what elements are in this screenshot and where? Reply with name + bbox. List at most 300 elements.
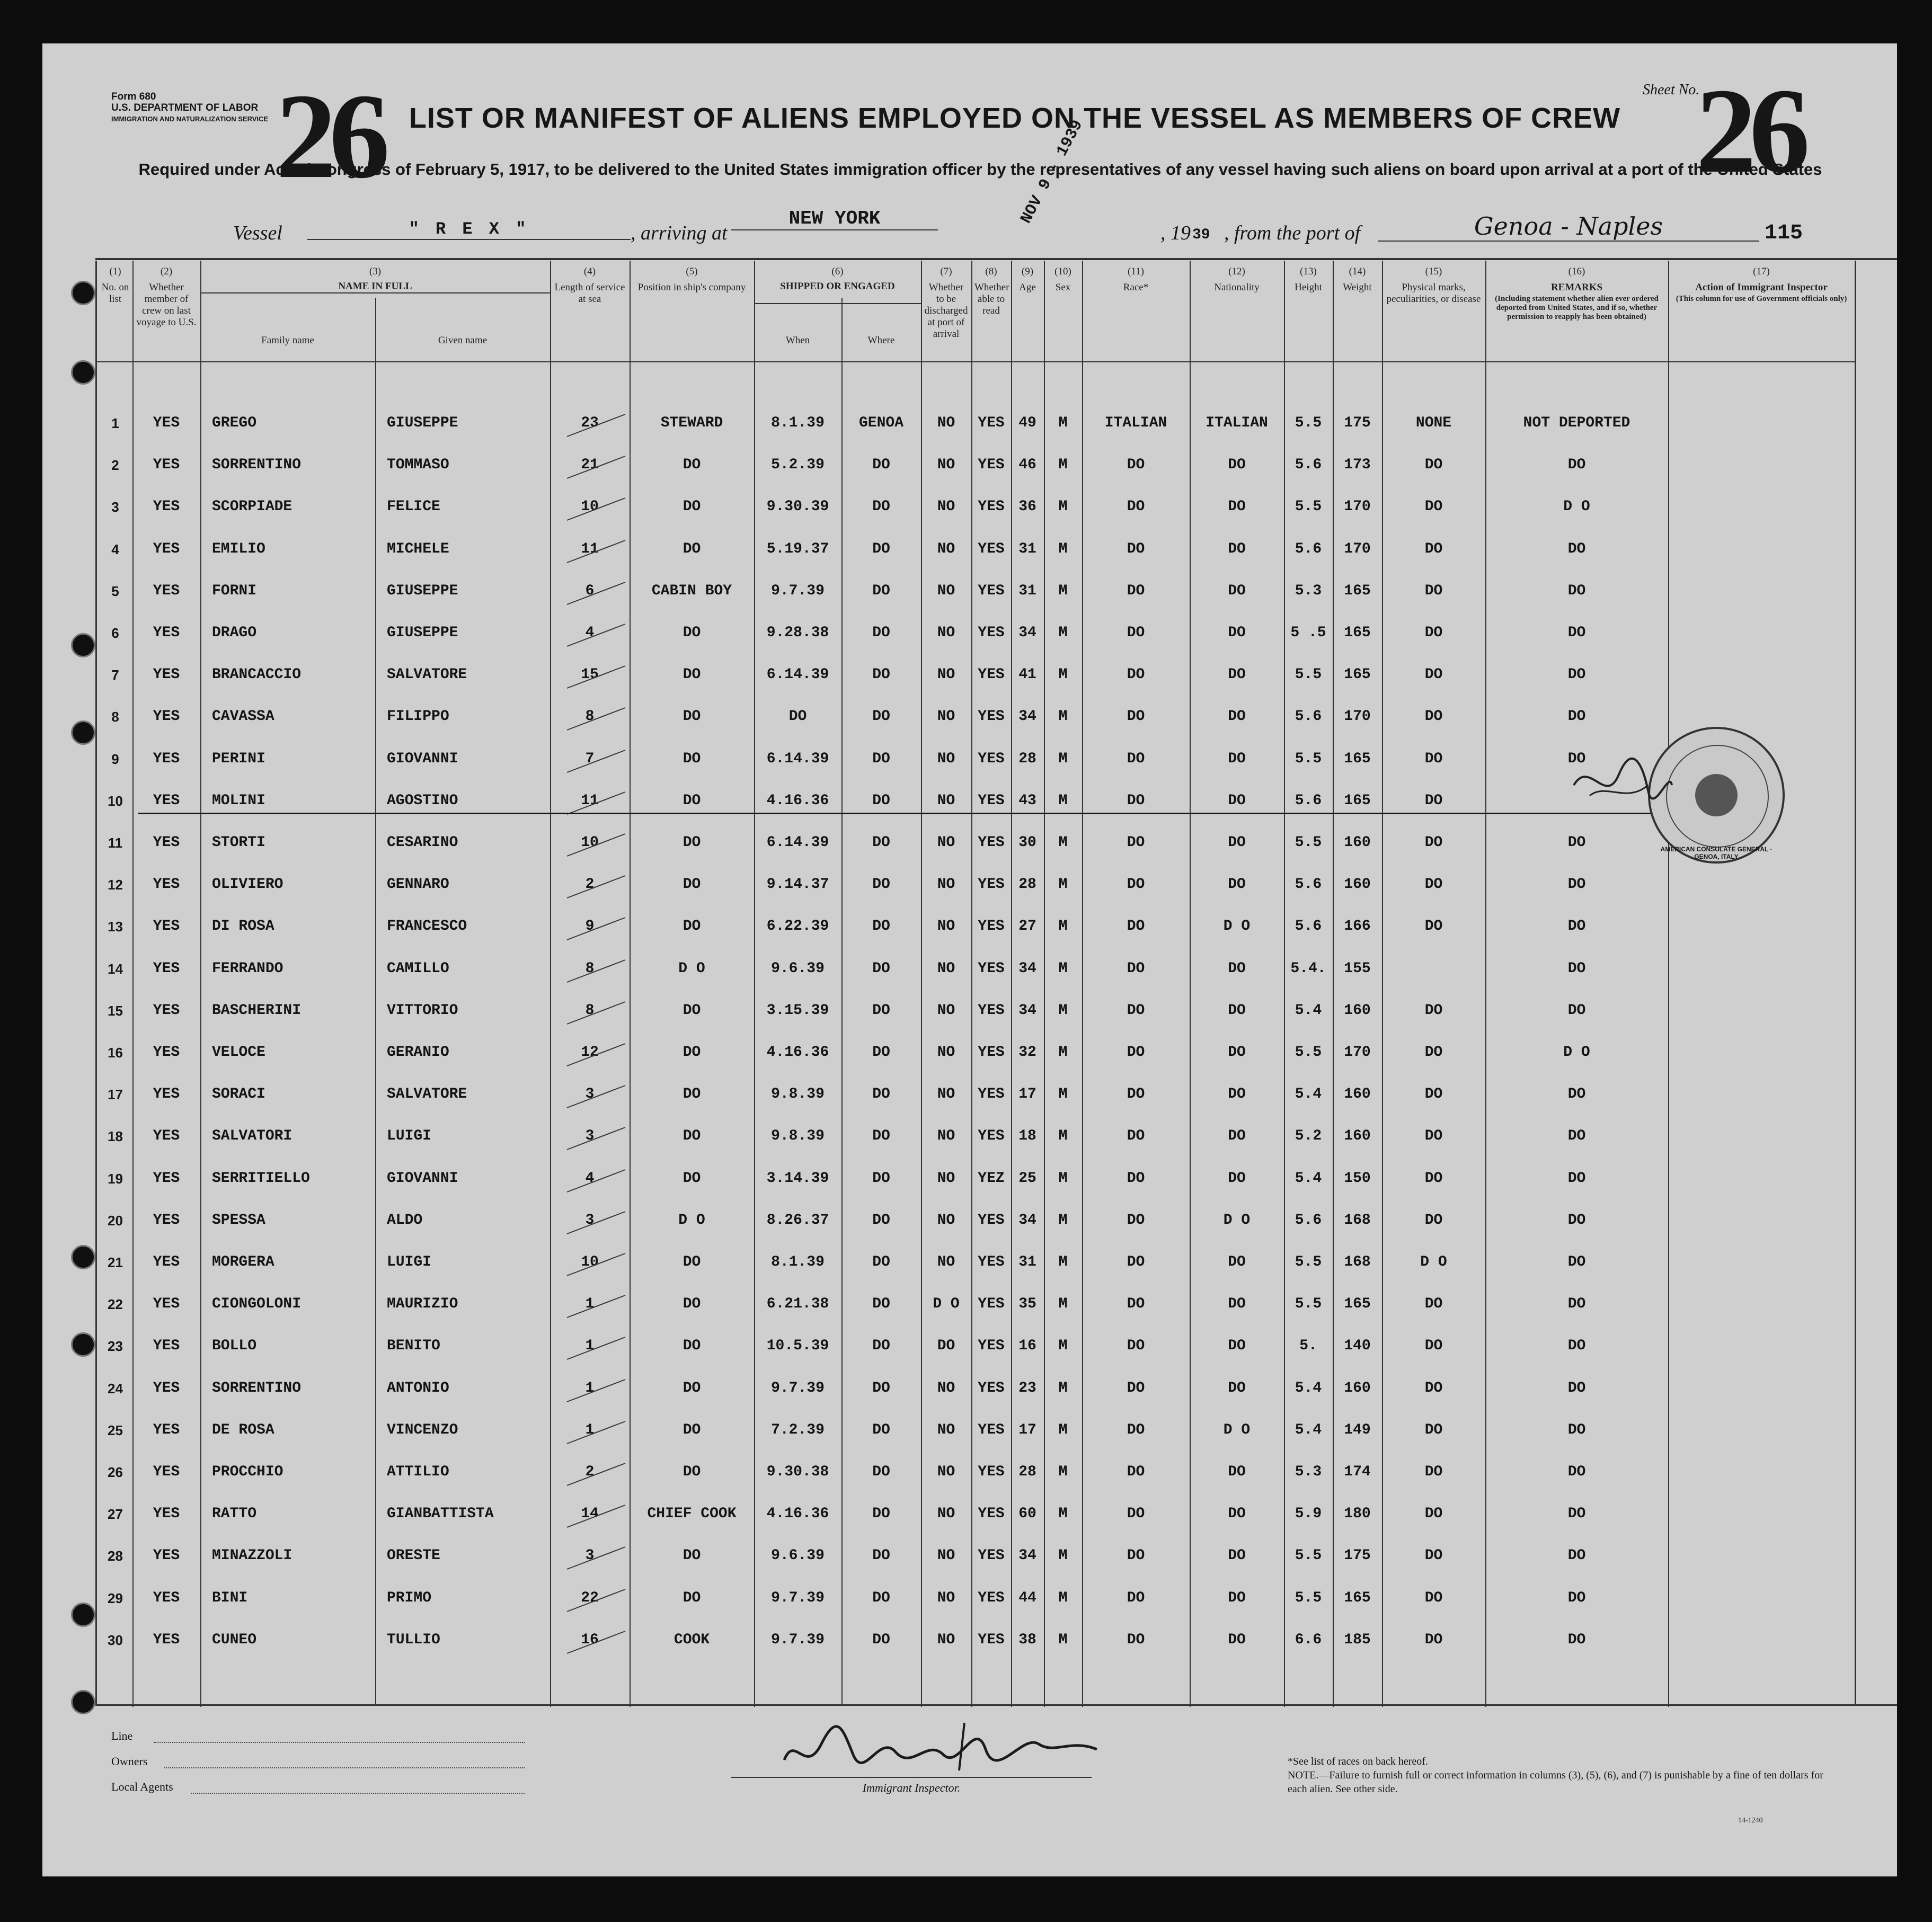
cell-remarks: DO [1567, 1631, 1586, 1648]
manifest-sheet [42, 43, 1897, 1876]
cell-remarks: DO [1567, 1464, 1586, 1480]
cell-disch: NO [937, 666, 955, 683]
cell-disch: NO [937, 750, 955, 767]
cell-nat: DO [1228, 1464, 1246, 1480]
sheet-no-label: Sheet No. [1643, 82, 1700, 98]
cell-position: DO [683, 1002, 701, 1019]
column-sublabel: Family name [261, 335, 314, 346]
cell-position: DO [683, 1338, 701, 1355]
cell-prev: YES [153, 1464, 180, 1480]
cell-weight: 185 [1344, 1631, 1371, 1648]
cell-no: 27 [108, 1506, 123, 1523]
sheet-number-left: 26 [276, 68, 383, 203]
cell-service: 1 [585, 1296, 595, 1313]
cell-sex: M [1058, 1338, 1068, 1355]
cell-when: 9.7.39 [771, 1589, 825, 1606]
cell-position: DO [683, 876, 701, 893]
cell-height: 5.5 [1295, 1589, 1322, 1606]
column-label: Whether to be discharged at port of arrival [924, 282, 968, 340]
cell-marks: DO [1424, 876, 1443, 893]
cell-position: CABIN BOY [651, 582, 732, 599]
column-divider [1333, 261, 1334, 1707]
line-label: Line [111, 1729, 133, 1742]
cell-marks: DO [1424, 1631, 1443, 1648]
cell-nat: DO [1228, 1506, 1246, 1523]
cell-race: DO [1127, 1086, 1145, 1103]
cell-family: BASCHERINI [212, 1002, 302, 1019]
column-sublabel: Where [867, 335, 895, 346]
cell-where: DO [872, 499, 890, 515]
check-tick [562, 1585, 631, 1617]
cell-family: EMILIO [212, 540, 265, 557]
cell-no: 14 [108, 960, 123, 977]
cell-no: 21 [108, 1254, 123, 1270]
cell-prev: YES [153, 1296, 180, 1313]
cell-weight: 170 [1344, 540, 1371, 557]
cell-prev: YES [153, 1589, 180, 1606]
service-name: IMMIGRATION AND NATURALIZATION SERVICE [111, 115, 269, 123]
cell-marks: DO [1424, 625, 1443, 641]
cell-no: 10 [108, 793, 123, 809]
cell-where: DO [872, 1254, 890, 1270]
cell-given: GIUSEPPE [387, 582, 458, 599]
cell-read: YES [978, 1421, 1005, 1438]
cell-nat: DO [1228, 792, 1246, 809]
cell-remarks: DO [1567, 457, 1586, 474]
check-tick [562, 1039, 631, 1071]
cell-nat: DO [1228, 960, 1246, 977]
subcolumn-divider [375, 298, 376, 1706]
cell-nat: DO [1228, 457, 1246, 474]
cell-given: ATTILIO [387, 1464, 449, 1480]
cell-nat: DO [1228, 1589, 1246, 1606]
cell-age: 36 [1018, 499, 1036, 515]
check-tick [562, 913, 631, 945]
cell-position: COOK [673, 1631, 710, 1648]
cell-no: 26 [108, 1464, 123, 1480]
cell-when: 6.21.38 [766, 1296, 829, 1313]
cell-family: SORRENTINO [212, 1380, 302, 1396]
cell-when: 5.2.39 [771, 457, 825, 474]
cell-race: DO [1127, 1212, 1145, 1229]
cell-sex: M [1058, 1506, 1068, 1523]
column-number: (4) [583, 266, 596, 277]
cell-weight: 170 [1344, 499, 1371, 515]
cell-no: 11 [108, 835, 123, 851]
column-number: (2) [160, 266, 173, 277]
cell-nat: DO [1228, 1044, 1246, 1061]
check-tick [562, 410, 631, 442]
cell-weight: 140 [1344, 1338, 1371, 1355]
cell-remarks: DO [1567, 1212, 1586, 1229]
cell-no: 20 [108, 1212, 123, 1229]
cell-position: STEWARD [660, 415, 723, 431]
column-number: (11) [1128, 266, 1144, 277]
cell-disch: NO [937, 708, 955, 725]
cell-where: DO [872, 1170, 890, 1187]
cell-given: GIUSEPPE [387, 415, 458, 431]
cell-no: 22 [108, 1296, 123, 1313]
cell-where: DO [872, 582, 890, 599]
cell-given: MAURIZIO [387, 1296, 458, 1313]
cell-read: YES [978, 1254, 1005, 1270]
cell-disch: NO [937, 792, 955, 809]
cell-position: DO [683, 499, 701, 515]
cell-sex: M [1058, 582, 1068, 599]
cell-disch: NO [937, 540, 955, 557]
cell-race: DO [1127, 1170, 1145, 1187]
cell-where: DO [872, 1631, 890, 1648]
cell-height: 5.5 [1295, 1044, 1322, 1061]
cell-position: DO [683, 1296, 701, 1313]
cell-prev: YES [153, 960, 180, 977]
cell-marks: DO [1424, 582, 1443, 599]
cell-read: YES [978, 625, 1005, 641]
cell-weight: 160 [1344, 1002, 1371, 1019]
cell-service: 3 [585, 1128, 595, 1145]
seal-text: AMERICAN CONSULATE GENERAL · GENOA, ITALY [1660, 846, 1773, 860]
cell-age: 28 [1018, 750, 1036, 767]
cell-weight: 165 [1344, 582, 1371, 599]
cell-no: 28 [108, 1548, 123, 1564]
cell-race: DO [1127, 1380, 1145, 1396]
cell-nat: ITALIAN [1206, 415, 1268, 431]
column-number: (3) [369, 266, 382, 277]
cell-remarks: DO [1567, 1128, 1586, 1145]
cell-race: DO [1127, 1128, 1145, 1145]
cell-marks: DO [1424, 499, 1443, 515]
check-tick [562, 1501, 631, 1533]
cell-disch: NO [937, 1170, 955, 1187]
cell-weight: 155 [1344, 960, 1371, 977]
cell-given: SALVATORE [387, 666, 467, 683]
cell-read: YES [978, 918, 1005, 935]
check-tick [562, 830, 631, 861]
cell-weight: 165 [1344, 1589, 1371, 1606]
cell-when: 9.7.39 [771, 1631, 825, 1648]
cell-no: 2 [111, 457, 119, 474]
cell-weight: 150 [1344, 1170, 1371, 1187]
column-label: SHIPPED OR ENGAGED [780, 281, 895, 292]
cell-position: DO [683, 750, 701, 767]
cell-marks: DO [1424, 1044, 1443, 1061]
cell-read: YES [978, 792, 1005, 809]
form-code: 14-1240 [1738, 1817, 1763, 1825]
cell-nat: D O [1223, 1212, 1251, 1229]
cell-service: 11 [581, 540, 599, 557]
cell-when: 4.16.36 [766, 1506, 829, 1523]
cell-given: AGOSTINO [387, 792, 458, 809]
cell-no: 4 [111, 541, 119, 557]
cell-age: 25 [1018, 1170, 1036, 1187]
cell-when: 6.14.39 [766, 834, 829, 851]
cell-when: 9.7.39 [771, 1380, 825, 1396]
cell-marks: DO [1424, 1296, 1443, 1313]
cell-family: MORGERA [212, 1254, 274, 1270]
column-number: (7) [940, 266, 952, 277]
cell-service: 7 [585, 750, 595, 767]
cell-when: 6.14.39 [766, 750, 829, 767]
cell-sex: M [1058, 1464, 1068, 1480]
cell-disch: NO [937, 1506, 955, 1523]
cell-disch: NO [937, 834, 955, 851]
cell-no: 5 [111, 583, 119, 599]
cell-remarks: DO [1567, 1170, 1586, 1187]
cell-read: YES [978, 1002, 1005, 1019]
cell-race: DO [1127, 1631, 1145, 1648]
cell-marks: DO [1424, 1212, 1443, 1229]
column-divider [1382, 261, 1383, 1707]
cell-race: DO [1127, 1506, 1145, 1523]
column-label: Height [1295, 282, 1322, 293]
cell-age: 34 [1018, 625, 1036, 641]
cell-marks: DO [1424, 1421, 1443, 1438]
cell-given: ORESTE [387, 1547, 440, 1564]
cell-height: 5. [1299, 1338, 1317, 1355]
cell-read: YEZ [978, 1170, 1005, 1187]
cell-height: 5.2 [1295, 1128, 1322, 1145]
cell-when: 9.8.39 [771, 1128, 825, 1145]
cell-prev: YES [153, 457, 180, 474]
check-tick [562, 956, 631, 987]
cell-where: DO [872, 960, 890, 977]
cell-age: 38 [1018, 1631, 1036, 1648]
cell-weight: 173 [1344, 457, 1371, 474]
cell-no: 25 [108, 1422, 123, 1438]
cell-disch: NO [937, 1589, 955, 1606]
cell-when: 4.16.36 [766, 792, 829, 809]
cell-marks: DO [1424, 1506, 1443, 1523]
cell-family: STORTI [212, 834, 265, 851]
cell-nat: DO [1228, 1128, 1246, 1145]
cell-where: DO [872, 1212, 890, 1229]
binder-hole [71, 1245, 95, 1269]
column-divider [200, 261, 201, 1707]
cell-age: 60 [1018, 1506, 1036, 1523]
cell-height: 6.6 [1295, 1631, 1322, 1648]
cell-prev: YES [153, 750, 180, 767]
cell-race: DO [1127, 499, 1145, 515]
cell-height: 5.6 [1295, 918, 1322, 935]
column-divider [550, 261, 551, 1707]
cell-position: D O [678, 960, 705, 977]
cell-sex: M [1058, 1380, 1068, 1396]
cell-sex: M [1058, 834, 1068, 851]
cell-no: 8 [111, 709, 119, 725]
cell-where: DO [872, 1044, 890, 1061]
cell-family: BOLLO [212, 1338, 257, 1355]
column-divider [1485, 261, 1486, 1707]
cell-age: 49 [1018, 415, 1036, 431]
cell-height: 5.5 [1295, 1296, 1322, 1313]
cell-age: 44 [1018, 1589, 1036, 1606]
cell-position: DO [683, 625, 701, 641]
cell-where: GENOA [858, 415, 903, 431]
cell-service: 6 [585, 582, 595, 599]
cell-height: 5.5 [1295, 666, 1322, 683]
cell-disch: NO [937, 1086, 955, 1103]
cell-remarks: DO [1567, 540, 1586, 557]
check-tick [562, 998, 631, 1029]
cell-disch: NO [937, 1631, 955, 1648]
cell-no: 1 [111, 415, 119, 431]
penalty-note: NOTE.—Failure to furnish full or correct information in columns (3), (5), (6), and (7) is punishable by a fine of ten dollars for each alien. See other side. [1288, 1769, 1823, 1795]
cell-prev: YES [153, 1254, 180, 1270]
cell-age: 35 [1018, 1296, 1036, 1313]
cell-prev: YES [153, 1002, 180, 1019]
cell-sex: M [1058, 1421, 1068, 1438]
cell-disch: NO [937, 1380, 955, 1396]
cell-marks: DO [1424, 1547, 1443, 1564]
column-number: (13) [1300, 266, 1317, 277]
cell-when: 9.30.38 [766, 1464, 829, 1480]
cell-family: SORACI [212, 1086, 265, 1103]
cell-race: ITALIAN [1104, 415, 1167, 431]
cell-read: YES [978, 960, 1005, 977]
cell-height: 5.4 [1295, 1086, 1322, 1103]
cell-given: CESARINO [387, 834, 458, 851]
cell-height: 5 .5 [1290, 625, 1326, 641]
cell-age: 18 [1018, 1128, 1036, 1145]
cell-nat: DO [1228, 1380, 1246, 1396]
cell-where: DO [872, 1296, 890, 1313]
check-tick [562, 452, 631, 484]
cell-when: 10.5.39 [766, 1338, 829, 1355]
cell-given: SALVATORE [387, 1086, 467, 1103]
check-tick [562, 788, 631, 820]
cell-disch: NO [937, 582, 955, 599]
cell-given: BENITO [387, 1338, 440, 1355]
binder-hole [71, 281, 95, 305]
column-number: (15) [1425, 266, 1442, 277]
column-note: (Including statement whether alien ever ordered deported from United States, and if so, whether permission to reapply has been obtained) [1495, 295, 1659, 321]
cell-race: DO [1127, 1589, 1145, 1606]
column-sublabel: Given name [438, 335, 488, 346]
cell-where: DO [872, 1421, 890, 1438]
cell-age: 31 [1018, 582, 1036, 599]
check-tick [562, 1249, 631, 1281]
cell-sex: M [1058, 625, 1068, 641]
cell-when: 5.19.37 [766, 540, 829, 557]
cell-weight: 166 [1344, 918, 1371, 935]
cell-race: DO [1127, 1421, 1145, 1438]
cell-when: 7.2.39 [771, 1421, 825, 1438]
cell-when: 6.22.39 [766, 918, 829, 935]
cell-nat: DO [1228, 834, 1246, 851]
cell-position: DO [683, 1380, 701, 1396]
cell-height: 5.3 [1295, 1464, 1322, 1480]
column-divider [1190, 261, 1191, 1707]
cell-weight: 170 [1344, 1044, 1371, 1061]
cell-sex: M [1058, 457, 1068, 474]
cell-given: VITTORIO [387, 1002, 458, 1019]
cell-remarks: NOT DEPORTED [1523, 415, 1630, 431]
cell-prev: YES [153, 834, 180, 851]
cell-prev: YES [153, 1128, 180, 1145]
cell-service: 14 [581, 1506, 599, 1523]
column-number: (9) [1021, 266, 1034, 277]
cell-remarks: DO [1567, 750, 1586, 767]
cell-where: DO [872, 1086, 890, 1103]
cell-position: DO [683, 1421, 701, 1438]
column-number: (5) [686, 266, 698, 277]
cell-no: 16 [108, 1045, 123, 1061]
cell-when: DO [788, 708, 807, 725]
group-header-rule [200, 292, 550, 293]
cell-service: 11 [581, 792, 599, 809]
cell-height: 5.6 [1295, 1212, 1322, 1229]
cell-service: 3 [585, 1547, 595, 1564]
binder-hole [71, 720, 95, 745]
cell-family: SCORPIADE [212, 499, 293, 515]
cell-weight: 165 [1344, 1296, 1371, 1313]
column-label: Position in ship's company [637, 282, 746, 293]
cell-read: YES [978, 457, 1005, 474]
inspector-signature [774, 1712, 1113, 1781]
binder-hole [71, 1690, 95, 1714]
cell-nat: DO [1228, 1002, 1246, 1019]
cell-age: 32 [1018, 1044, 1036, 1061]
check-tick [562, 1543, 631, 1574]
cell-height: 5.4 [1295, 1380, 1322, 1396]
cell-sex: M [1058, 540, 1068, 557]
cell-remarks: DO [1567, 834, 1586, 851]
cell-prev: YES [153, 1631, 180, 1648]
cell-prev: YES [153, 582, 180, 599]
cell-no: 7 [111, 667, 119, 683]
cell-disch: NO [937, 1547, 955, 1564]
cell-age: 17 [1018, 1086, 1036, 1103]
cell-service: 1 [585, 1338, 595, 1355]
cell-given: GIOVANNI [387, 750, 458, 767]
cell-disch: NO [937, 1128, 955, 1145]
cell-weight: 180 [1344, 1506, 1371, 1523]
cell-remarks: DO [1567, 1254, 1586, 1270]
vessel-name: " R E X " [307, 219, 631, 240]
cell-read: YES [978, 540, 1005, 557]
cell-family: SERRITIELLO [212, 1170, 310, 1187]
cell-sex: M [1058, 1254, 1068, 1270]
cell-read: YES [978, 1212, 1005, 1229]
cell-read: YES [978, 1128, 1005, 1145]
cell-prev: YES [153, 625, 180, 641]
cell-disch: NO [937, 1421, 955, 1438]
cell-remarks: DO [1567, 960, 1586, 977]
column-label: Age [1019, 282, 1036, 293]
cell-read: YES [978, 1631, 1005, 1648]
cell-when: 3.14.39 [766, 1170, 829, 1187]
cell-family: DE ROSA [212, 1421, 274, 1438]
cell-read: YES [978, 708, 1005, 725]
cell-service: 1 [585, 1380, 595, 1396]
cell-remarks: DO [1567, 876, 1586, 893]
cell-prev: YES [153, 1547, 180, 1564]
cell-race: DO [1127, 1254, 1145, 1270]
cell-sex: M [1058, 1547, 1068, 1564]
column-number: (6) [831, 266, 844, 277]
cell-age: 34 [1018, 1002, 1036, 1019]
cell-height: 5.4 [1295, 1421, 1322, 1438]
cell-weight: 168 [1344, 1254, 1371, 1270]
cell-when: 8.1.39 [771, 1254, 825, 1270]
cell-race: DO [1127, 457, 1145, 474]
cell-marks: DO [1424, 1128, 1443, 1145]
column-number: (12) [1228, 266, 1245, 277]
column-number: (16) [1568, 266, 1585, 277]
cell-disch: D O [933, 1296, 960, 1313]
cell-family: CUNEO [212, 1631, 257, 1648]
cell-remarks: DO [1567, 1338, 1586, 1355]
